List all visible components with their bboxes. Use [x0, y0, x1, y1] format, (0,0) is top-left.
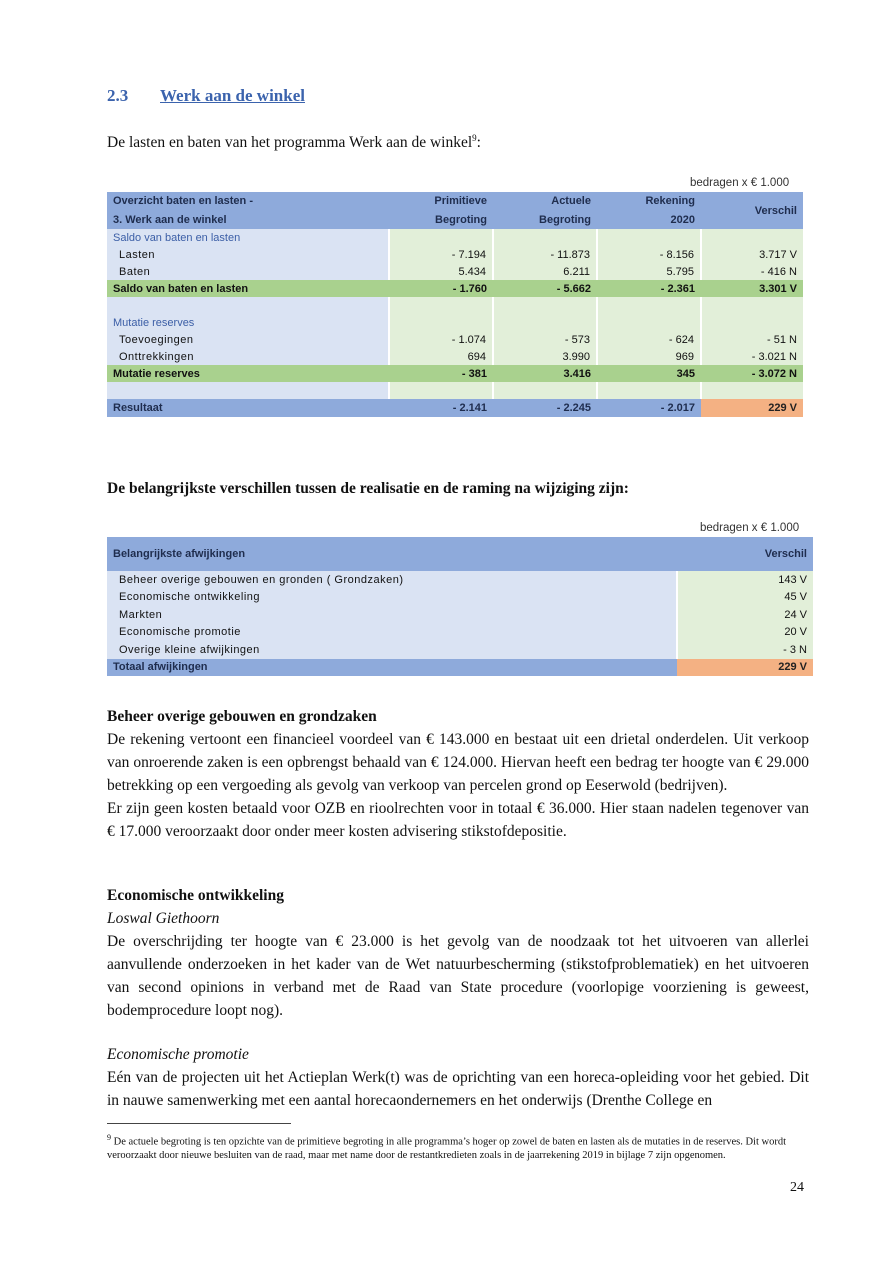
footnote: [107, 1131, 807, 1162]
section-economische-ontwikkeling: [107, 884, 809, 1022]
table-row: Lasten - 7.194 - 11.873 - 8.156 3.717 V: [107, 246, 803, 263]
financial-overview-table: Overzicht baten en lasten - Primitieve Actuele Rekening Verschil 3. Werk aan de winkel Begroting Begroting 2020 Saldo van baten en lasten Lasten - 7.194 - 11.873 - 8.156 3.717 V Baten 5.434 6.211 5.795 - 416 N Saldo van baten en lasten - 1.760 - 5.662 - 2.361 3.301 V Mutatie reserves Toevoegingen - 1.074 - 573 - 624 - 51 N Onttrekkingen 694 3.990 969 - 3.021 N Mutatie reserves - 381 3.416 345 - 3.072 N Resultaat - 2.141 - 2.245 - 2.017 229 V: [107, 192, 803, 417]
section-title: Werk aan de winkel: [160, 86, 305, 105]
section-beheer: [107, 705, 809, 843]
subheading-economische-ontwikkeling: Economische ontwikkeling: [107, 887, 284, 904]
result-row: Resultaat - 2.141 - 2.245 - 2.017 229 V: [107, 399, 803, 417]
total-row: Totaal afwijkingen 229 V: [107, 659, 813, 676]
section-number: 2.3: [107, 86, 129, 105]
table-row: Baten 5.434 6.211 5.795 - 416 N: [107, 263, 803, 280]
footnote-divider: [107, 1123, 291, 1124]
table-header-row: Overzicht baten en lasten - Primitieve Actuele Rekening Verschil: [107, 192, 803, 210]
section-row: Saldo van baten en lasten: [107, 229, 803, 246]
subheading-beheer: Beheer overige gebouwen en grondzaken: [107, 708, 377, 725]
section-heading: [107, 86, 305, 106]
table-header-row: Belangrijkste afwijkingen Verschil: [107, 537, 813, 571]
table-row: Overige kleine afwijkingen - 3 N: [107, 641, 813, 659]
section-economische-promotie: [107, 1043, 809, 1112]
table-row: Economische promotie 20 V: [107, 624, 813, 642]
table-row: Toevoegingen - 1.074 - 573 - 624 - 51 N: [107, 331, 803, 348]
deviations-table: [107, 537, 813, 676]
table2-unit: bedragen x € 1.000: [700, 522, 800, 534]
page-number: 24: [790, 1180, 804, 1195]
intro-text: De lasten en baten van het programma Werk aan de winkel$^9$:: [107, 133, 481, 152]
footnote-number: 9: [107, 1133, 111, 1142]
paragraph: Eén van de projecten uit het Actieplan Werk(t) was de oprichting van een horeca-opleiding voor het gebied. Dit in nauwe samenwerking met een aantal horecaondernemers en het onderwijs (Drenthe College en: [107, 1069, 809, 1109]
italic-subheading-loswal: Loswal Giethoorn: [107, 910, 220, 927]
table-row: Markten 24 V: [107, 606, 813, 624]
table-row: Economische ontwikkeling 45 V: [107, 589, 813, 607]
paragraph: De overschrijding ter hoogte van € 23.000 is het gevolg van de noodzaak tot het uitvoeren van allerlei aanvullende onderzoeken in het kader van de Wet natuurbescherming (stikstofproblematiek) en het uitvoeren van second opinions in verband met de Raad van State procedure (voorlopige voorziening is geweest, bodemprocedure loopt nog).: [107, 933, 809, 1019]
footnote-ref: 9: [472, 133, 477, 143]
differences-heading: De belangrijkste verschillen tussen de realisatie en de raming na wijziging zijn:: [107, 480, 629, 497]
section-row: Mutatie reserves: [107, 314, 803, 331]
table-row: Beheer overige gebouwen en gronden ( Grondzaken) 143 V: [107, 571, 813, 589]
total-row: Saldo van baten en lasten - 1.760 - 5.662 - 2.361 3.301 V: [107, 280, 803, 297]
table-row: Onttrekkingen 694 3.990 969 - 3.021 N: [107, 348, 803, 365]
italic-subheading-promotie: Economische promotie: [107, 1046, 249, 1063]
footnote-text: De actuele begroting is ten opzichte van de primitieve begroting in alle programma’s hoger op zowel de baten en lasten als de mutaties in de reserves. Dit wordt veroorzaakt door nieuwe besluiten van de raad, maar met name door de restantkredieten zoals in de jaarrekening 2019 in bijlage 7 zijn opgenomen.: [107, 1136, 786, 1161]
paragraph: Er zijn geen kosten betaald voor OZB en rioolrechten voor in totaal € 36.000. Hier staan nadelen tegenover van € 17.000 veroorzaakt door onder meer kosten advisering stikstofdepositie.: [107, 800, 809, 840]
paragraph: De rekening vertoont een financieel voordeel van € 143.000 en bestaat uit een drietal onderdelen. Uit verkoop van onroerende zaken is een opbrengst behaald van € 124.000. Hiervan heeft een bedrag ter hoogte van € 29.000 betrekking op een vergoeding als gevolg van verkoop van percelen grond op Eeserwold (bedrijven).: [107, 731, 809, 794]
total-row: Mutatie reserves - 381 3.416 345 - 3.072 N: [107, 365, 803, 382]
table1-unit: bedragen x € 1.000: [690, 177, 790, 189]
